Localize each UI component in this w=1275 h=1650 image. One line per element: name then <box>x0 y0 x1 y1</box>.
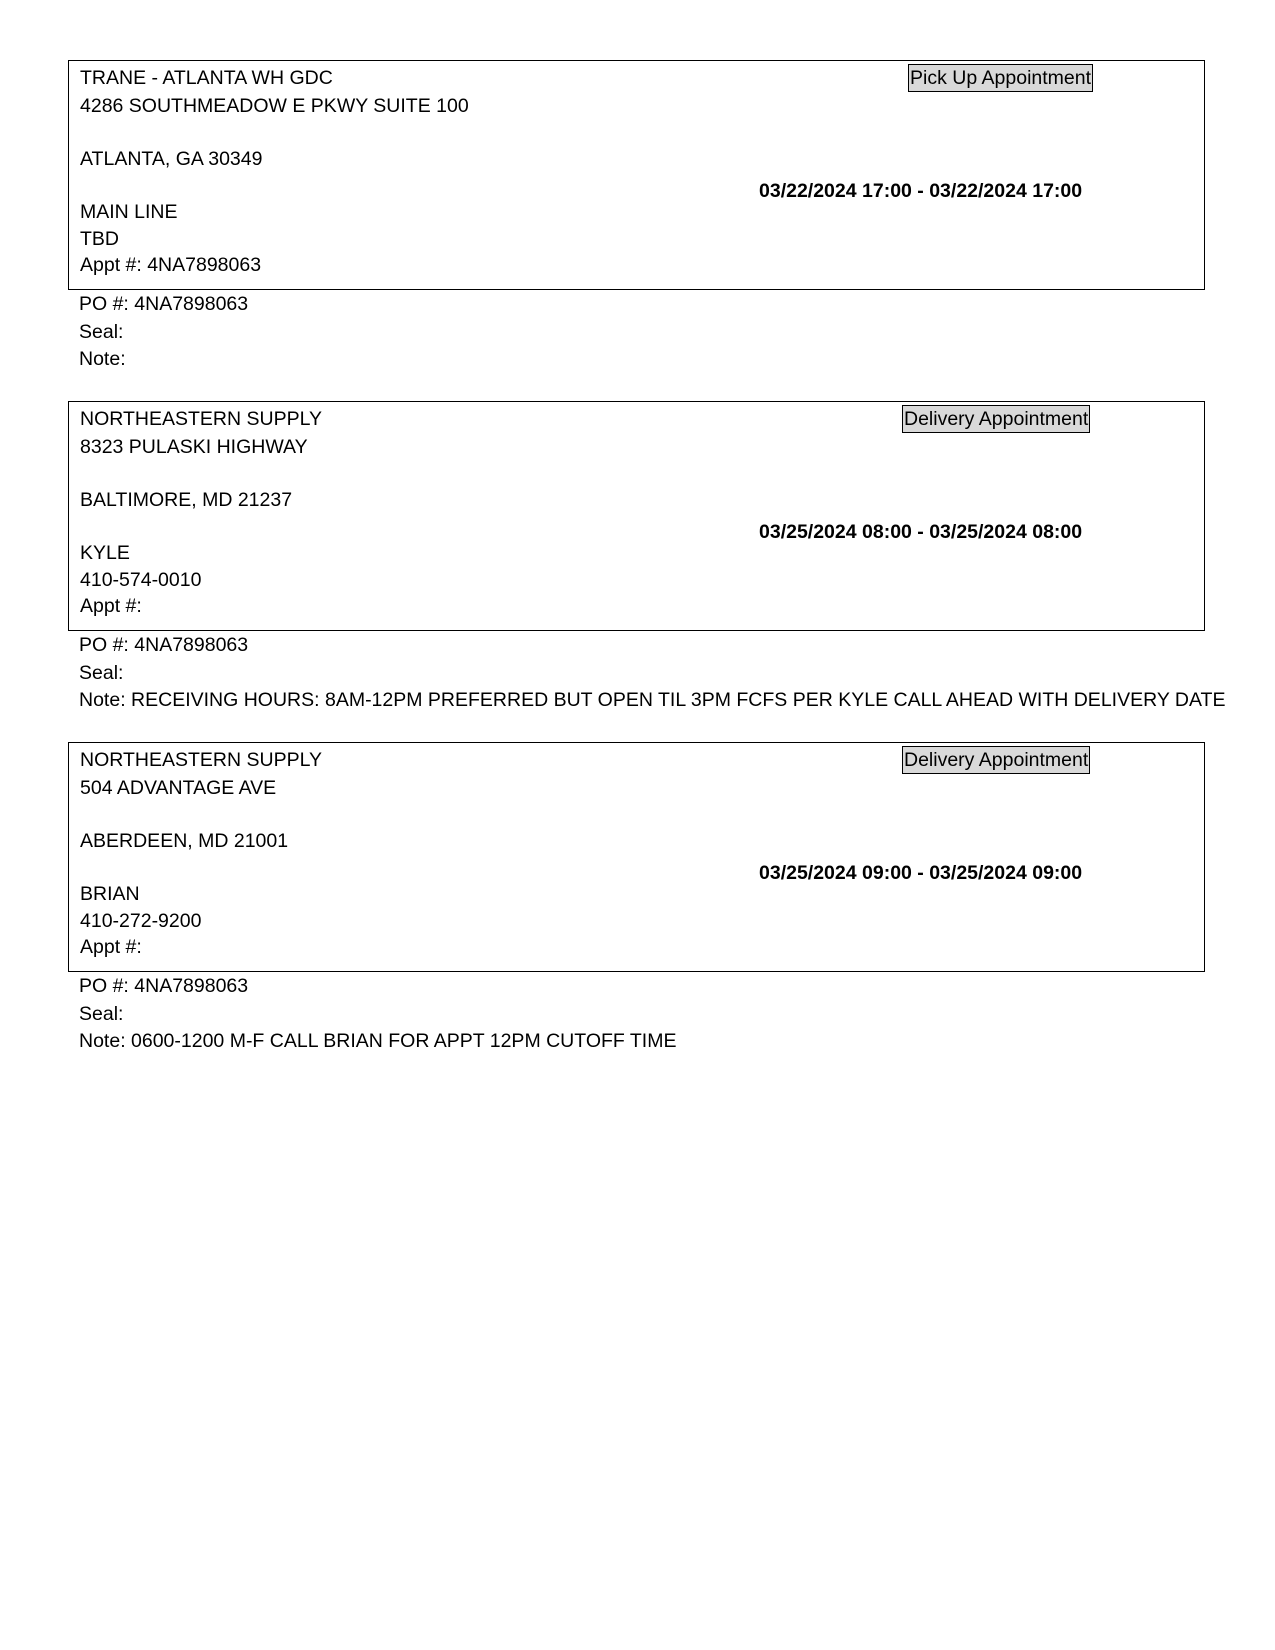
stop-3-type-badge: Delivery Appointment <box>902 746 1090 774</box>
stop-2-box <box>68 401 1205 631</box>
stop-1-type-badge: Pick Up Appointment <box>908 64 1093 92</box>
stop-1-city-state-zip: ATLANTA, GA 30349 <box>80 148 263 170</box>
stop-1-address: 4286 SOUTHMEADOW E PKWY SUITE 100 <box>80 95 469 117</box>
stop-3-phone: 410-272-9200 <box>80 910 202 932</box>
stop-2-seal: Seal: <box>79 661 124 684</box>
stop-1-details <box>79 291 1205 374</box>
stop-2-city-state-zip: BALTIMORE, MD 21237 <box>80 489 293 511</box>
stop-2-po: PO #: 4NA7898063 <box>79 634 249 656</box>
stop-1 <box>68 60 1205 374</box>
stop-3-city-state-zip: ABERDEEN, MD 21001 <box>80 830 289 852</box>
stop-2-details <box>79 632 1226 715</box>
stop-3-window: 03/25/2024 09:00 - 03/25/2024 09:00 <box>759 862 1083 884</box>
stop-1-contact: MAIN LINE <box>80 201 178 223</box>
stop-1-window: 03/22/2024 17:00 - 03/22/2024 17:00 <box>759 180 1083 202</box>
stop-2-contact: KYLE <box>80 542 130 564</box>
stop-1-seal: Seal: <box>79 320 124 343</box>
stop-1-name: TRANE - ATLANTA WH GDC <box>80 67 333 89</box>
stop-3-appt: Appt #: <box>80 936 142 958</box>
stop-3-note: Note: 0600-1200 M-F CALL BRIAN FOR APPT 12PM CUTOFF TIME <box>79 1030 677 1052</box>
stop-3-contact: BRIAN <box>80 883 140 905</box>
stop-3-po: PO #: 4NA7898063 <box>79 975 249 997</box>
stop-3-address: 504 ADVANTAGE AVE <box>80 777 277 799</box>
stop-2-phone: 410-574-0010 <box>80 569 202 591</box>
stop-2-name: NORTHEASTERN SUPPLY <box>80 408 322 430</box>
stop-1-phone: TBD <box>80 228 119 250</box>
stop-2-appt: Appt #: <box>80 595 142 617</box>
stop-2 <box>68 401 1226 715</box>
stop-2-type-badge: Delivery Appointment <box>902 405 1090 433</box>
stop-1-po: PO #: 4NA7898063 <box>79 293 249 315</box>
stop-1-box <box>68 60 1205 290</box>
stop-1-appt: Appt #: 4NA7898063 <box>80 254 262 276</box>
stop-2-address: 8323 PULASKI HIGHWAY <box>80 436 308 458</box>
stop-3-seal: Seal: <box>79 1002 124 1025</box>
stop-2-note: Note: RECEIVING HOURS: 8AM-12PM PREFERRED BUT OPEN TIL 3PM FCFS PER KYLE CALL AHEAD WITH DELIVERY DATE <box>79 689 1226 711</box>
stop-2-window: 03/25/2024 08:00 - 03/25/2024 08:00 <box>759 521 1083 543</box>
stop-3 <box>68 742 1205 1056</box>
stop-1-note: Note: <box>79 348 126 370</box>
stop-3-box <box>68 742 1205 972</box>
stop-3-name: NORTHEASTERN SUPPLY <box>80 749 322 771</box>
stop-3-details <box>79 973 1205 1056</box>
